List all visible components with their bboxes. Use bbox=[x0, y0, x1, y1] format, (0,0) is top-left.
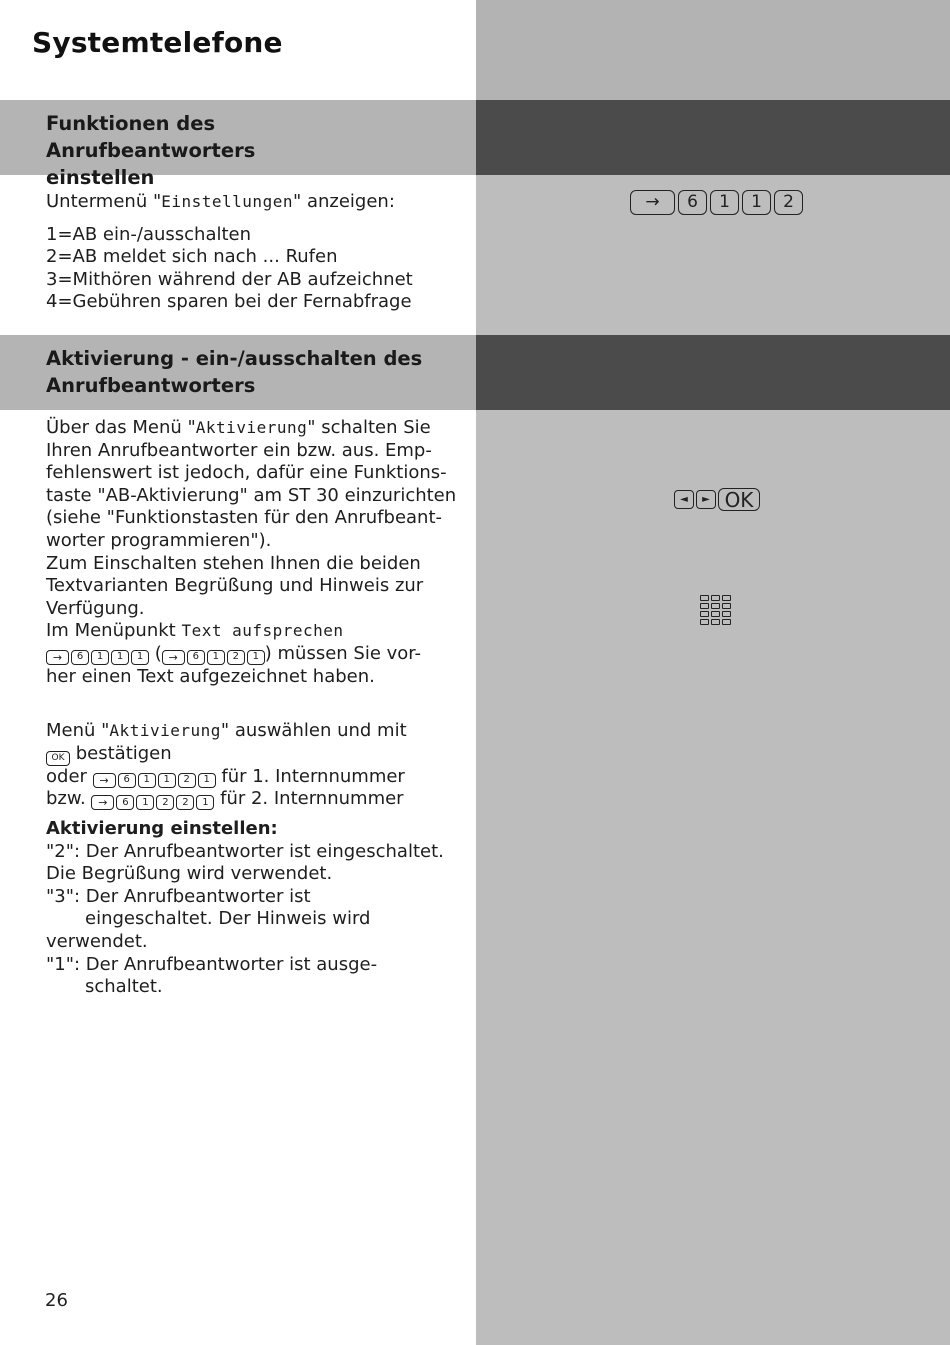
digit-key-icon: 1 bbox=[198, 773, 216, 788]
arrow-key-icon: → bbox=[91, 795, 114, 810]
submenu-line bbox=[46, 191, 466, 214]
list-item: 1=AB ein-/ausschalten bbox=[46, 223, 252, 245]
arrow-key-icon: → bbox=[162, 650, 185, 665]
digit-key-icon: 2 bbox=[176, 795, 194, 810]
list-item: 2=AB meldet sich nach ... Rufen bbox=[46, 246, 338, 268]
text-fragment: " anzeigen: bbox=[292, 191, 395, 212]
digit-key-icon: 2 bbox=[156, 795, 174, 810]
digit-key-icon: 1 bbox=[91, 650, 109, 665]
keypad-icon bbox=[700, 595, 731, 625]
text-line: Verfügung. bbox=[46, 597, 145, 619]
text-line: fehlenswert ist jedoch, dafür eine Funktions- bbox=[46, 462, 447, 484]
digit-key-icon: 1 bbox=[136, 795, 154, 810]
text-line: Zum Einschalten stehen Ihnen die beiden bbox=[46, 552, 421, 574]
digit-key-icon: 1 bbox=[131, 650, 149, 665]
section-heading-line: einstellen bbox=[46, 166, 155, 189]
digit-key-icon: 1 bbox=[710, 190, 739, 215]
settings-line: "2": Der Anrufbeantworter ist eingeschaltet. bbox=[46, 840, 444, 862]
digit-key-icon: 2 bbox=[774, 190, 803, 215]
key-sequence-6112 bbox=[630, 190, 803, 215]
settings-line: schaltet. bbox=[85, 976, 163, 998]
text-fragment: für 1. Internnummer bbox=[215, 765, 405, 787]
text-fragment: bzw. bbox=[46, 788, 92, 810]
text-line bbox=[46, 743, 466, 766]
display-text: Aktivierung bbox=[195, 418, 308, 437]
section-heading-line: Funktionen des Anrufbeantworters bbox=[46, 112, 256, 162]
display-text: Einstellungen bbox=[161, 192, 293, 211]
list-item: 3=Mithören während der AB aufzeichnet bbox=[46, 268, 413, 290]
arrow-key-icon: → bbox=[93, 773, 116, 788]
section-heading-line: Anrufbeantworters bbox=[46, 374, 256, 397]
select-activation-instructions bbox=[46, 720, 466, 811]
text-fragment: " auswählen und mit bbox=[220, 720, 407, 741]
left-arrow-key-icon: ◄ bbox=[674, 490, 694, 509]
page-number: 26 bbox=[45, 1290, 68, 1311]
text-line: Textvarianten Begrüßung und Hinweis zur bbox=[46, 575, 424, 597]
digit-key-icon: 6 bbox=[116, 795, 134, 810]
digit-key-icon: 6 bbox=[71, 650, 89, 665]
text-fragment: Im Menüpunkt bbox=[46, 620, 182, 642]
right-column-dark-band-1 bbox=[476, 100, 950, 175]
list-item: 4=Gebühren sparen bei der Fernabfrage bbox=[46, 291, 412, 313]
ok-key-icon: OK bbox=[718, 488, 760, 511]
right-arrow-key-icon: ► bbox=[696, 490, 716, 509]
digit-key-icon: 6 bbox=[678, 190, 707, 215]
text-line bbox=[46, 788, 466, 811]
text-fragment: ( bbox=[154, 642, 162, 664]
text-fragment: müssen Sie vor- bbox=[271, 642, 422, 664]
key-sequence-61121 bbox=[162, 650, 265, 665]
right-column-top-band bbox=[476, 0, 950, 100]
section-heading-line: Aktivierung - ein-/ausschalten des bbox=[46, 347, 423, 370]
text-fragment: für 2. Internnummer bbox=[214, 788, 404, 810]
text-line bbox=[46, 643, 466, 666]
section-header-activation bbox=[0, 335, 476, 410]
key-sequence-61111 bbox=[46, 650, 149, 665]
digit-key-icon: 1 bbox=[196, 795, 214, 810]
settings-line: verwendet. bbox=[46, 930, 148, 952]
arrow-key-icon: → bbox=[630, 190, 675, 215]
text-line: taste "AB-Aktivierung" am ST 30 einzurichten bbox=[46, 484, 457, 506]
text-fragment: oder bbox=[46, 765, 93, 787]
settings-line: Die Begrüßung wird verwendet. bbox=[46, 863, 333, 885]
key-sequence-612221 bbox=[91, 795, 214, 810]
digit-key-icon: 2 bbox=[178, 773, 196, 788]
digit-key-icon: 6 bbox=[187, 650, 205, 665]
digit-key-icon: 1 bbox=[207, 650, 225, 665]
key-sequence-611121 bbox=[93, 773, 216, 788]
digit-key-icon: 1 bbox=[247, 650, 265, 665]
text-fragment: Untermenü " bbox=[46, 191, 162, 212]
text-line: worter programmieren"). bbox=[46, 529, 272, 551]
digit-key-icon: 6 bbox=[118, 773, 136, 788]
text-line bbox=[46, 720, 466, 743]
digit-key-icon: 1 bbox=[742, 190, 771, 215]
text-fragment: " schalten Sie bbox=[307, 417, 431, 438]
text-line bbox=[46, 417, 466, 440]
display-text: Aktivierung bbox=[109, 721, 221, 740]
settings-line: eingeschaltet. Der Hinweis wird bbox=[85, 908, 371, 930]
text-line: Ihren Anrufbeantworter ein bzw. aus. Emp- bbox=[46, 439, 432, 461]
digit-key-icon: 1 bbox=[138, 773, 156, 788]
activation-settings bbox=[46, 818, 466, 999]
section-header-functions bbox=[0, 100, 476, 189]
ok-key-icon: OK bbox=[46, 751, 70, 766]
text-fragment: ) bbox=[264, 642, 272, 664]
text-line bbox=[46, 766, 466, 789]
digit-key-icon: 2 bbox=[227, 650, 245, 665]
text-line: her einen Text aufgezeichnet haben. bbox=[46, 665, 375, 687]
section1-text bbox=[46, 191, 466, 314]
text-line: (siehe "Funktionstasten für den Anrufbeant- bbox=[46, 507, 443, 529]
settings-heading: Aktivierung einstellen: bbox=[46, 818, 278, 839]
digit-key-icon: 1 bbox=[158, 773, 176, 788]
text-line bbox=[46, 620, 466, 643]
display-text: Text aufsprechen bbox=[181, 621, 344, 641]
text-fragment: bestätigen bbox=[70, 742, 172, 764]
page-title: Systemtelefone bbox=[32, 26, 283, 59]
text-fragment: Menü " bbox=[46, 720, 110, 741]
navigation-keys bbox=[674, 488, 760, 511]
digit-key-icon: 1 bbox=[111, 650, 129, 665]
activation-description bbox=[46, 417, 466, 688]
settings-line: "1": Der Anrufbeantworter ist ausge- bbox=[46, 953, 378, 975]
right-column-dark-band-2 bbox=[476, 335, 950, 410]
arrow-key-icon: → bbox=[46, 650, 69, 665]
settings-line: "3": Der Anrufbeantworter ist bbox=[46, 885, 311, 907]
text-fragment: Über das Menü " bbox=[46, 417, 196, 438]
